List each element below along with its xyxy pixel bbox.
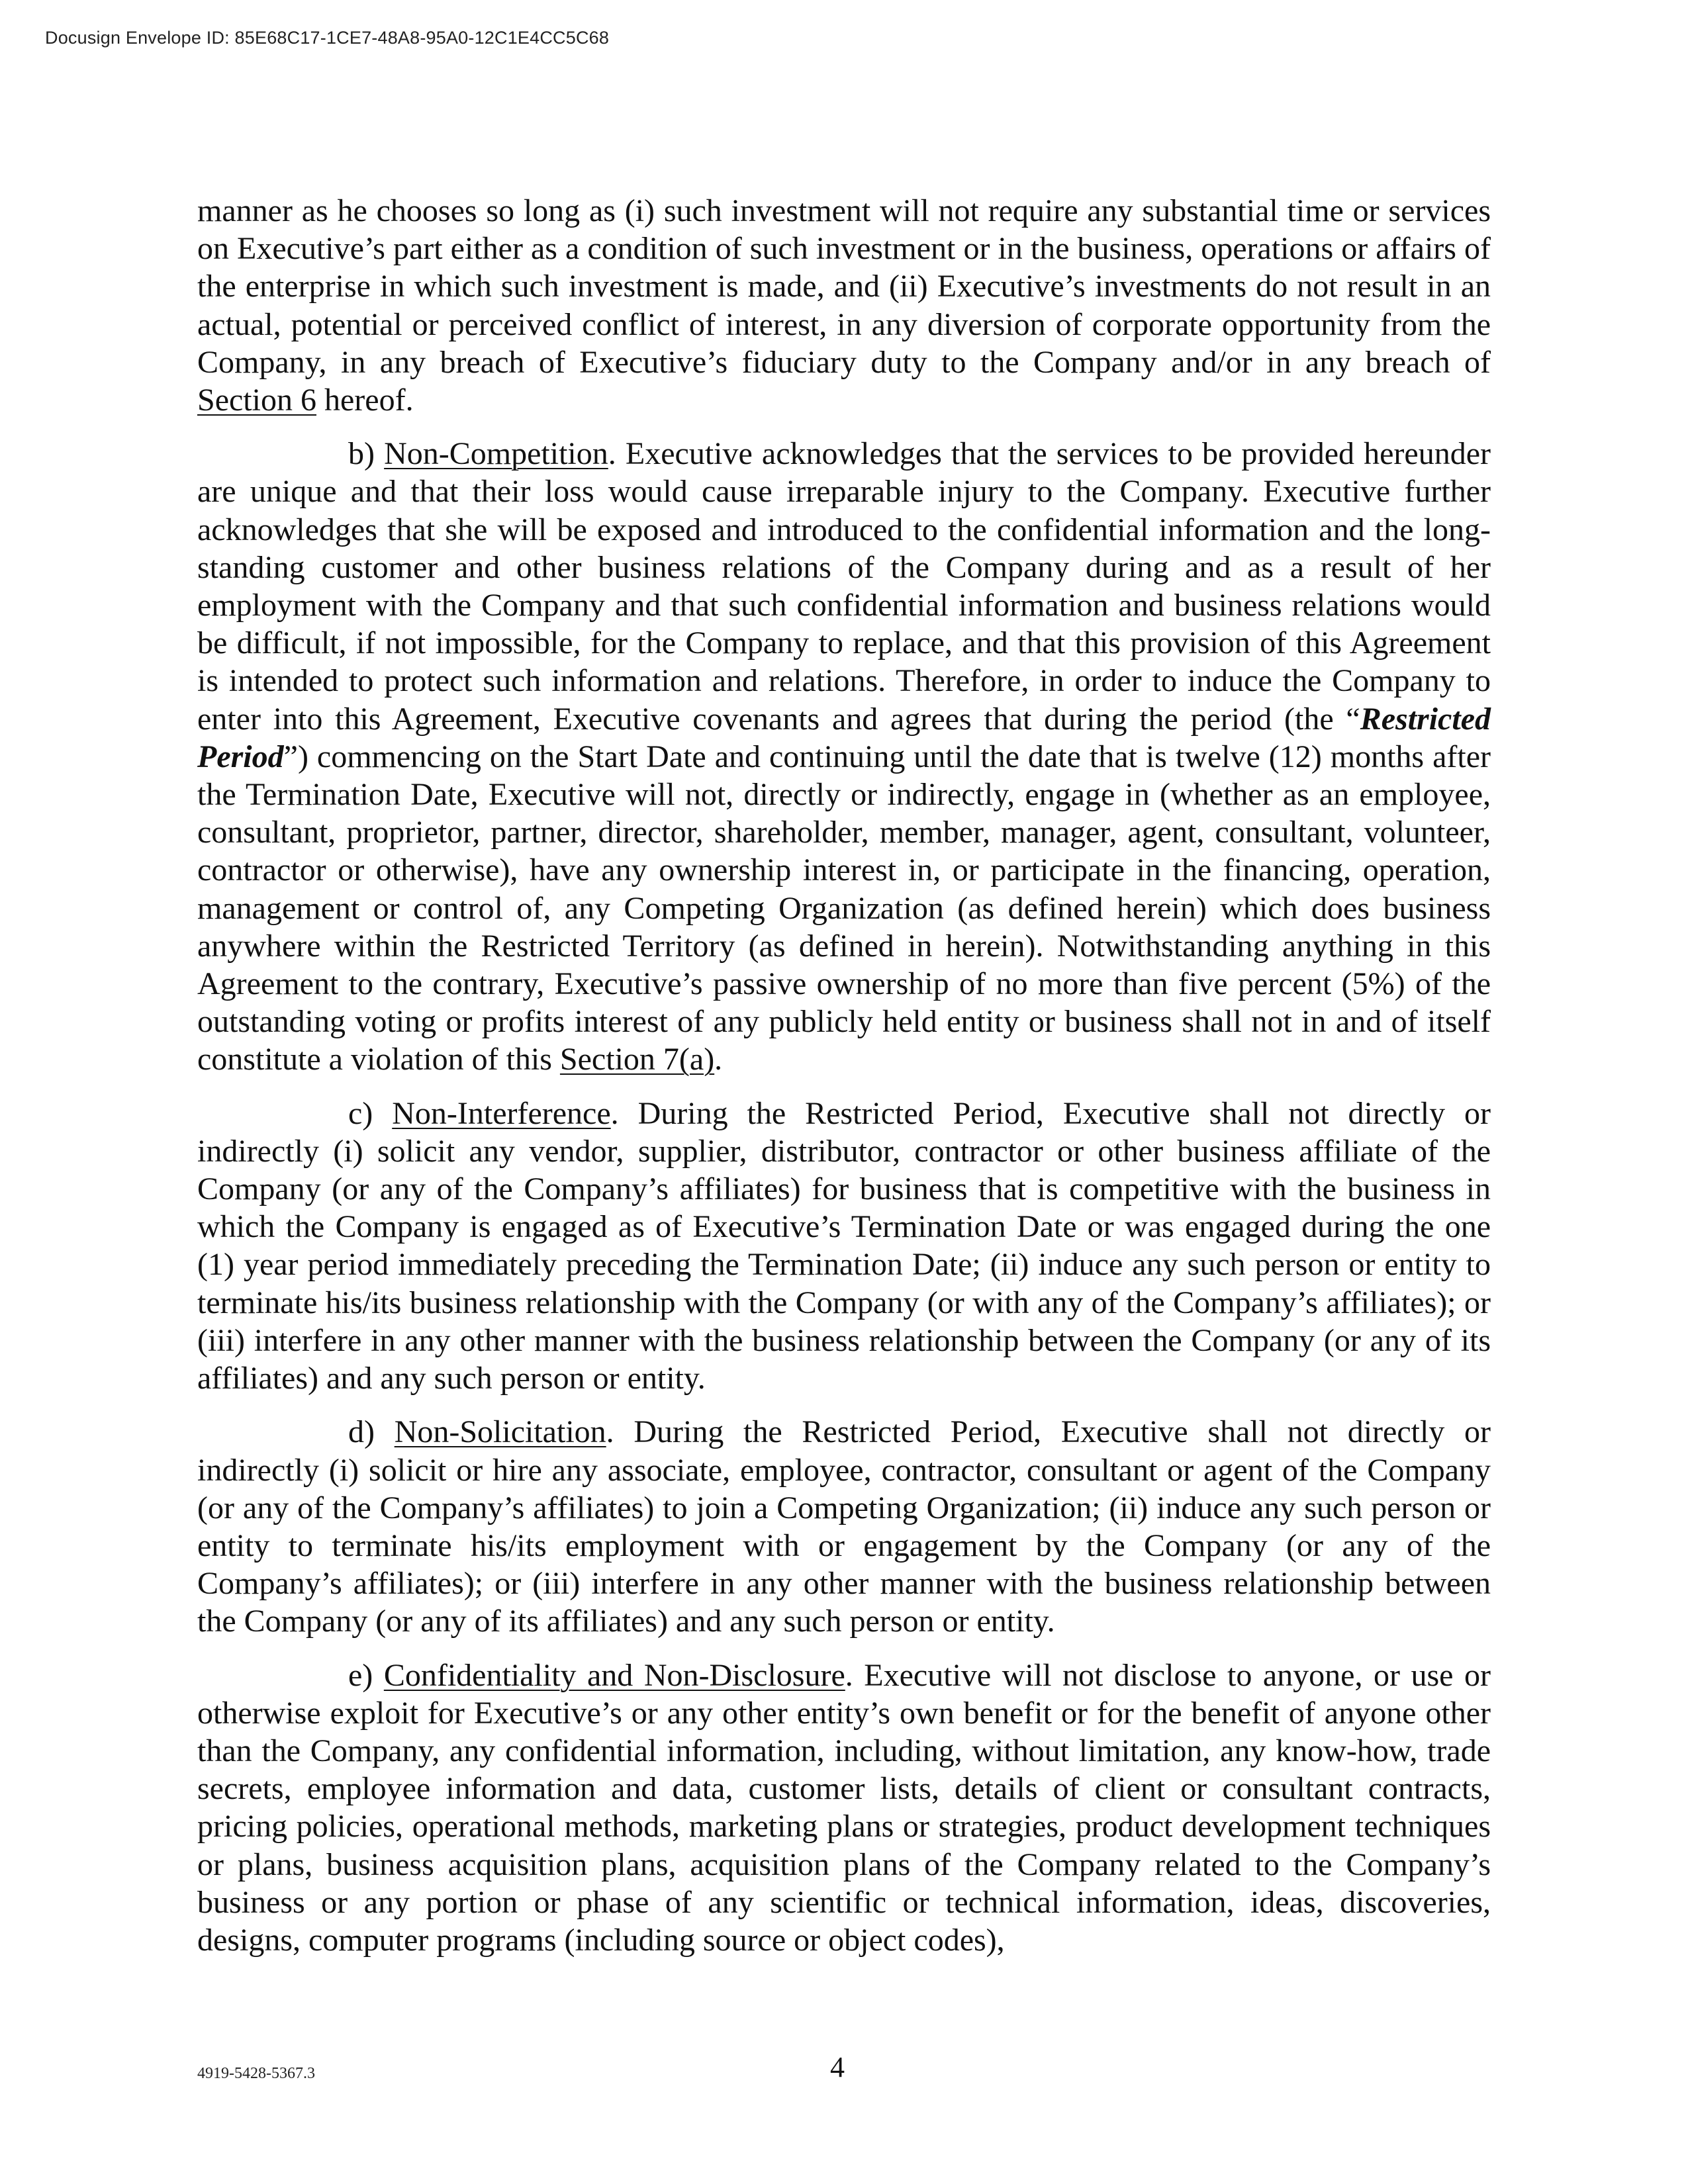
paragraph-text: . Executive acknowledges that the services to be provided hereunder are unique and that their loss would cause irreparable injury to the Company. Executive further acknowledges that she will be exposed and introduced to the confidential information and the long-standing customer and other business relations of the Company during and as a result of her employment with the Company and that such confidential information and business relations would be difficult, if not impossible, for the Company to replace, and that this provision of this Agreement is intended to protect such information and relations. Therefore, in order to induce the Company to enter into this Agreement, Executive covenants and agrees that during the period (the “ (197, 436, 1491, 737)
paragraph-text: . Executive will not disclose to anyone, or use or otherwise exploit for Executive’s or any other entity’s own benefit or for the benefit of anyone other than the Company, any confidential information, including, without limitation, any know-how, trade secrets, employee information and data, customer lists, details of client or consultant contracts, pricing policies, operational methods, marketing plans or strategies, product development techniques or plans, business acquisition plans, acquisition plans of the Company related to the Company’s business or any portion or phase of any scientific or technical information, ideas, discoveries, designs, computer programs (including source or object codes), (197, 1657, 1491, 1958)
paragraph-text-end: hereof. (316, 383, 414, 418)
heading-non-competition: Non-Competition (384, 436, 608, 472)
heading-confidentiality: Confidentiality and Non-Disclosure (383, 1657, 845, 1693)
item-marker: b) (348, 436, 385, 472)
footer-document-id: 4919-5428-5367.3 (197, 2065, 315, 2082)
paragraph-text: . During the Restricted Period, Executive shall not directly or indirectly (i) solicit or hire any associate, employee, contractor, consultant or agent of the Company (or any of the Company’s affiliates) to join a Competing Organization; (ii) induce any such person or entity to terminate his/its employment with or engagement by the Company (or any of the Company’s affiliates); or (iii) interfere in any other manner with the business relationship between the Company (or any of its affiliates) and any such person or entity. (197, 1414, 1491, 1639)
paragraph-text-2: ”) commencing on the Start Date and continuing until the date that is twelve (12) months after the Termination Date, Executive will not, directly or indirectly, engage in (whether as an employee, consultant, proprietor, partner, director, shareholder, member, manager, agent, consultant, volunteer, contractor or otherwise), have any ownership interest in, or participate in the financing, operation, management or control of, any Competing Organization (as defined herein) which does business anywhere within the Restricted Territory (as defined in herein). Notwithstanding anything in this Agreement to the contrary, Executive’s passive ownership of no more than five percent (5%) of the outstanding voting or profits interest of any publicly held entity or business shall not in and of itself constitute a violation of this (197, 739, 1491, 1077)
paragraph-text: . During the Restricted Period, Executive shall not directly or indirectly (i) solicit any vendor, supplier, distributor, contractor or other business affiliate of the Company (or any of the Company’s affiliates) for business that is competitive with the business in which the Company is engaged as of Executive’s Termination Date or was engaged during the one (1) year period immediately preceding the Termination Date; (ii) induce any such person or entity to terminate his/its business relationship with the Company (or with any of the Company’s affiliates); or (iii) interfere in any other manner with the business relationship between the Company (or any of its affiliates) and any such person or entity. (197, 1095, 1491, 1396)
paragraph-non-competition (197, 435, 1491, 1078)
paragraph-text-end: . (714, 1042, 723, 1077)
section-6-reference: Section 6 (197, 383, 316, 418)
paragraph-text: manner as he chooses so long as (i) such investment will not require any substantial time or services on Executive’s part either as a condition of such investment or in the business, operations or affairs of the enterprise in which such investment is made, and (ii) Executive’s investments do not result in an actual, potential or perceived conflict of interest, in any diversion of corporate opportunity from the Company, in any breach of Executive’s fiduciary duty to the Company and/or in any breach of (197, 193, 1491, 380)
page-number: 4 (830, 2051, 845, 2083)
section-7a-reference: Section 7(a) (559, 1042, 715, 1077)
defined-term-restricted-period: Restricted Period (197, 701, 1491, 774)
heading-non-solicitation: Non-Solicitation (394, 1414, 606, 1450)
paragraph-non-solicitation (197, 1413, 1491, 1640)
paragraph-non-interference (197, 1095, 1491, 1398)
envelope-id-header: Docusign Envelope ID: 85E68C17-1CE7-48A8-95A0-12C1E4CC5C68 (45, 28, 610, 48)
paragraph-continuation (197, 192, 1491, 419)
document-body (197, 192, 1491, 1975)
paragraph-confidentiality (197, 1657, 1491, 1960)
heading-non-interference: Non-Interference (392, 1095, 611, 1131)
item-marker: e) (348, 1657, 384, 1693)
item-marker: c) (348, 1095, 393, 1131)
item-marker: d) (348, 1414, 395, 1450)
